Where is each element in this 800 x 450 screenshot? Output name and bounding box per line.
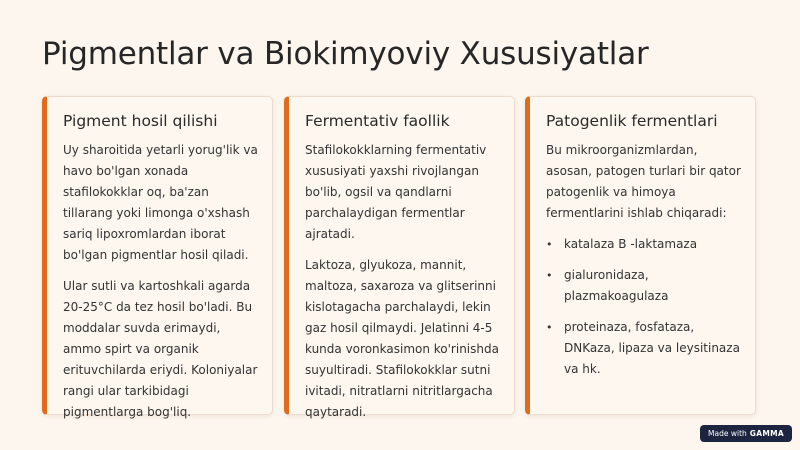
card-pathogenic-enzymes <box>525 96 756 415</box>
card-intro: Bu mikroorganizmlardan, asosan, patogen turlari bir qator patogenlik va himoya fermentlarini ishlab chiqaradi: <box>546 143 741 220</box>
bullet-icon: • <box>546 321 553 334</box>
list-item <box>546 317 743 380</box>
badge-brand: GAMMA <box>749 429 784 438</box>
card-title: Pigment hosil qilishi <box>63 112 218 130</box>
bullet-icon: • <box>546 269 553 282</box>
enzyme-list <box>546 234 743 380</box>
card-title: Patogenlik fermentlari <box>546 112 718 130</box>
list-item <box>546 234 743 255</box>
slide-title: Pigmentlar va Biokimyoviy Xususiyatlar <box>42 36 649 72</box>
card-pigment-formation <box>42 96 273 419</box>
card-enzymatic-activity <box>284 96 515 419</box>
list-item-text: katalaza B -laktamaza <box>564 237 698 251</box>
bullet-icon: • <box>546 238 553 251</box>
card-title: Fermentativ faollik <box>305 112 450 130</box>
list-item-text: proteinaza, fosfataza, DNKaza, lipaza va leysitinaza va hk. <box>564 320 740 376</box>
badge-prefix: Made with <box>708 429 747 438</box>
list-item-text: gialuronidaza, plazmakoagulaza <box>564 268 669 303</box>
card-paragraph: Stafilokokklarning fermentativ xususiyati yaxshi rivojlangan bo'lib, ogsil va qandlarni parchalaydigan fermentlar ajratadi. <box>305 143 487 241</box>
made-with-gamma-badge[interactable] <box>700 425 792 442</box>
card-paragraph: Laktoza, glyukoza, mannit, maltoza, saxaroza va glitserinni kislotagacha parchalaydi, lekin gaz hosil qilmaydi. Jelatinni 4-5 kunda voronkasimon ko'rinishda suyultiradi. Stafilokokklar sutni ivitadi, nitratlarni nitritlargacha qaytaradi. <box>305 258 499 419</box>
list-item <box>546 265 743 307</box>
card-paragraph: Uy sharoitida yetarli yorug'lik va havo bo'lgan xonada stafilokokklar oq, ba'zan tillarang yoki limonga o'xshash sariq lipoxromlardan iborat bo'lgan pigmentlar hosil qiladi. <box>63 143 258 262</box>
card-paragraph: Ular sutli va kartoshkali agarda 20-25°C da tez hosil bo'ladi. Bu moddalar suvda erimaydi, ammo spirt va organik erituvchilarda eriydi. Koloniyalar rangi ular tarkibidagi pigmentlarga bog'liq. <box>63 279 258 419</box>
